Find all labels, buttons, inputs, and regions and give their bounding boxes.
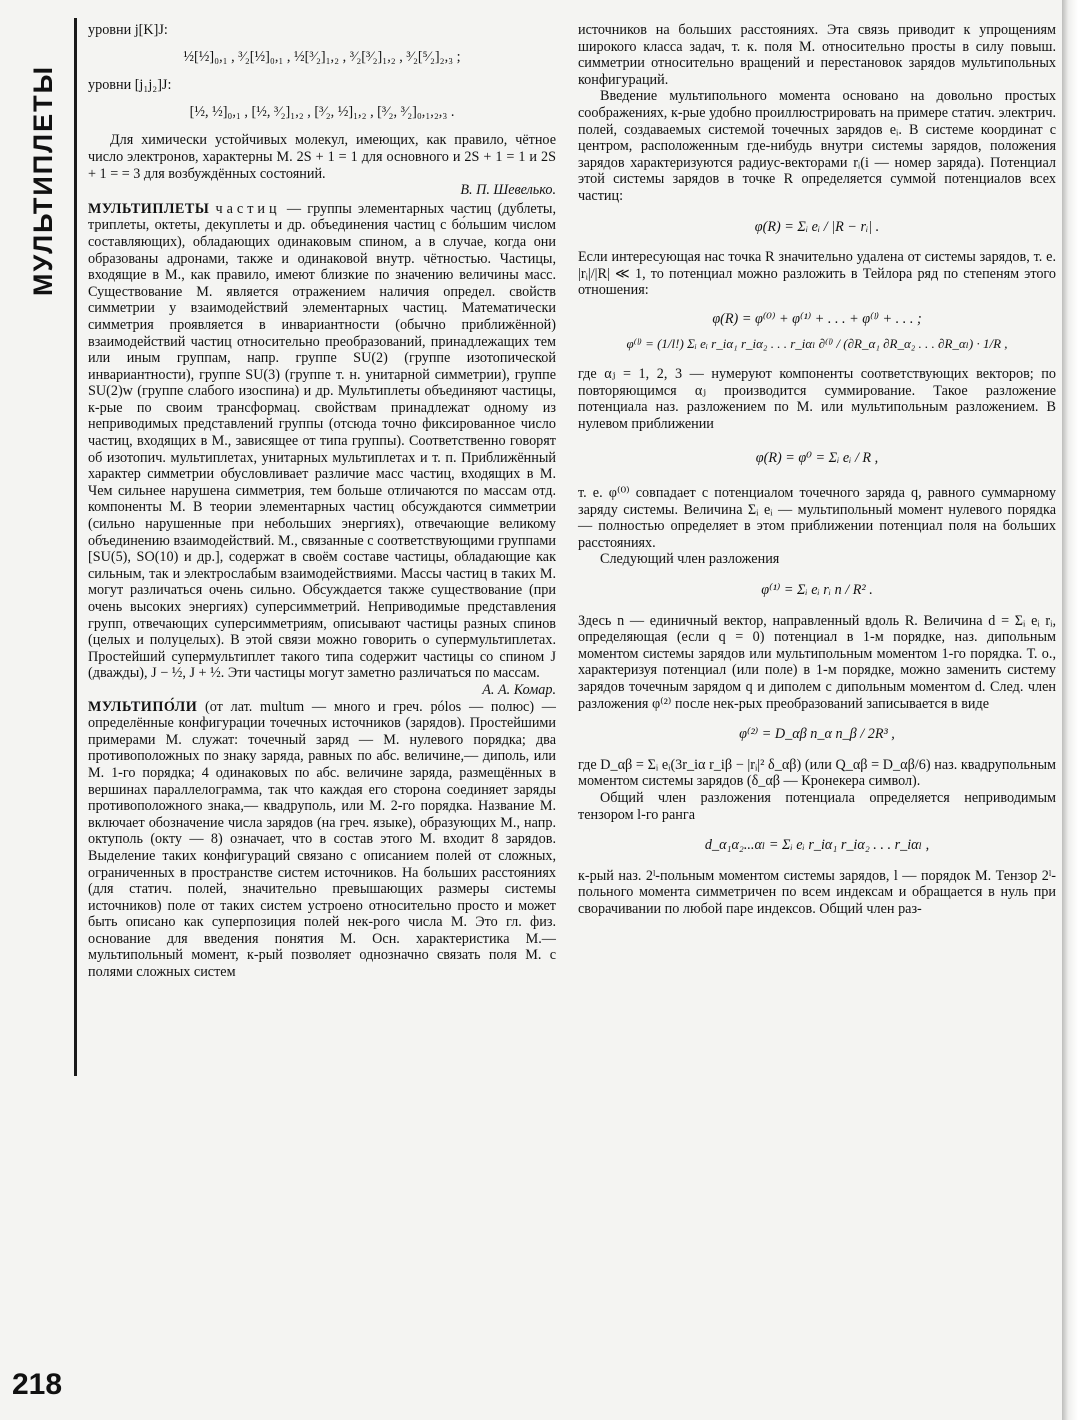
levels-equation-1: ½[½]₀,₁ , ³⁄₂[½]₀,₁ , ½[³⁄₂]₁,₂ , ³⁄₂[³⁄₂]₁,₂ , ³⁄₂[⁵⁄₂]₂,₃ ; [183,48,461,65]
intro-paragraph [88,132,556,198]
right-paragraph-3: Если интересующая нас точка R значительно удалена от системы зарядов, т. е. |rᵢ|/|R| ≪ 1, то потенциал можно разложить в Тейлора ряд по степеням этого отношения: [578,249,1056,299]
entry-multipoles-headword: МУЛЬТИПО́ЛИ [88,698,198,715]
right-column [578,22,1056,918]
entry-multiplets-subhead: частиц [215,200,281,217]
intro-paragraph-text: Для химически устойчивых молекул, имеющих, как правило, чётное число электронов, характерны М. 2S + 1 = 1 для основного и 2S + 1 = 1 и 2S + 1 = = 3 для возбуждённых состояний. [88,132,556,182]
equation-general-term: φ⁽ˡ⁾ = (1/l!) Σᵢ eᵢ r_iα₁ r_iα₂ . . . r_iαₗ ∂⁽ˡ⁾ / (∂R_α₁ ∂R_α₂ . . . ∂R_αₗ) · 1/R , [626,335,1008,351]
intro-signature: В. П. Шевелько. [460,182,556,199]
margin-rule [74,18,77,1076]
right-paragraph-7: Здесь n — единичный вектор, направленный вдоль R. Величина d = Σᵢ eᵢ rᵢ, определяющая (если q = 0) потенциал в 1-м порядке, наз. дипольным моментом системы зарядов или мультипольным моментом 1-го порядка. Т. о., характеризуя потенциал (или поле) в 1-м порядке, можно заменить систему зарядов точечным зарядом q и диполем с дипольным моментом d. След. член разложения φ⁽²⁾ после нек-рых преобразований записывается в виде [578,612,1056,712]
left-column [88,22,556,981]
right-paragraph-10: к-рый наз. 2ˡ-польным моментом системы зарядов, l — порядок М. Тензор 2ˡ-польного момента симметричен по всем индексам и обращается в нуль при сворачивании по любой паре индексов. Общий член раз- [578,867,1056,917]
running-head [20,30,68,330]
right-paragraph-5: т. е. φ⁽⁰⁾ совпадает с потенциалом точечного заряда q, равного суммарному заряду системы. Величина Σᵢ eᵢ — мультипольный момент нулевого порядка — полностью определяет в этом приближении потенциал поля на больших расстояниях. [578,485,1056,551]
equation-first-order: φ⁽¹⁾ = Σᵢ eᵢ rᵢ n / R² . [761,582,873,599]
equation-expansion: φ(R) = φ⁽⁰⁾ + φ⁽¹⁾ + . . . + φ⁽ˡ⁾ + . . . ; [712,310,922,327]
right-paragraph-1: источников на больших расстояниях. Эта связь приводит к упрощениям широкого класса задач, т. к. поля М. относительно просты в силу повыш. симметрии относительно вращений и перестановок зарядов мультипольных конфигураций. [578,22,1056,88]
right-paragraph-9: Общий член разложения потенциала определяется неприводимым тензором l-го ранга [578,789,1056,823]
page-edge-shadow [1062,0,1078,1420]
equation-zeroth-order: φ(R) = φ⁰ = Σᵢ eᵢ / R , [755,450,879,467]
levels-equation-2: [½, ½]₀,₁ , [½, ³⁄₂]₁,₂ , [³⁄₂, ½]₁,₂ , [³⁄₂, ³⁄₂]₀,₁,₂,₃ . [189,103,455,120]
right-paragraph-4: где αⱼ = 1, 2, 3 — нумеруют компоненты соответствующих векторов; по повторяющимся αⱼ производится суммирование. Такое разложение потенциала наз. разложением по М. или мультипольным разложением. В нулевом приближении [578,366,1056,432]
entry-multiplets [88,201,556,699]
entry-multiplets-headword: МУЛЬТИПЛЕТЫ [88,200,210,217]
equation-potential-sum: φ(R) = Σᵢ eᵢ / |R − rᵢ| . [754,218,880,235]
entry-multiplets-signature: А. А. Комар. [482,681,556,698]
right-paragraph-2: Введение мультипольного момента основано на довольно простых соображениях, к-рые удобно проиллюстрировать на примере статич. электрич. полей, создаваемых системой точечных зарядов eᵢ. В системе координат с центром, расположенным где-нибудь внутри системы зарядов, положения зарядов характеризуются радиус-векторами rᵢ(i — номер заряда). Потенциал этой системы зарядов в точке R определяется суммой потенциалов всех частиц: [578,88,1056,204]
running-head-text: МУЛЬТИПЛЕТЫ [28,64,59,296]
equation-multipole-tensor: d_α₁α₂...αₗ = Σᵢ eᵢ r_iα₁ r_iα₂ . . . r_iαₗ , [704,837,930,854]
entry-multipoles [88,699,556,981]
levels-label-1: уровни j[K]J: [88,22,168,38]
right-paragraph-8: где D_αβ = Σᵢ eᵢ(3r_iα r_iβ − |rᵢ|² δ_αβ) (или Q_αβ = D_αβ/6) наз. квадрупольным моментом системы зарядов (δ_αβ — Кронекера символ). [578,756,1056,790]
page-number: 218 [12,1368,63,1401]
levels-label-2: уровни [j₁j₂]J: [88,77,172,94]
right-paragraph-6: Следующий член разложения [600,551,780,568]
equation-second-order: φ⁽²⁾ = D_αβ n_α n_β / 2R³ , [739,726,895,743]
entry-multipoles-text: (от лат. multum — много и греч. pólos — полюс) — определённые конфигурации точечных источников (зарядов). Простейшими примерами М. служат: точечный заряд — М. нулевого порядка; два противоположных по знаку заряда, равных по абс. величине,— диполь, или М. 1-го порядка; 4 одинаковых по абс. величине заряда, размещённых в вершинах параллелограмма, так что каждая его сторона соединяет заряды противоположного знака,— квадруполь, или М. 2-го порядка. Название М. включает обозначение числа зарядов (на греч. языке), образующих М., напр. октуполь (окту — 8) означает, что в состав этого М. входит 8 зарядов. Выделение таких конфигураций связано с описанием полей от сложных, ограниченных в пространстве систем источников. На больших расстояниях (для статич. полей, значительно превышающих размеры системы источников) поле от таких систем устроено относительно просто и может быть описано как суперпозиция полей нек-рого числа М. Это гл. физ. основание для введения понятия М. Осн. характеристика М.— мультипольный момент, к-рый позволяет однозначно связать поля М. с полями сложных систем [88,698,556,981]
entry-multiplets-text: — группы элементарных частиц (дублеты, триплеты, октеты, декуплеты и др. объединения частиц с бо́льшим числом составляющих), обладающих одинаковым спином, а в случае, когда они образованы адронами, также и одинаковой внутр. чётностью. Частицы, входящие в М., как правило, имеют близкие по значению величины масс. Существование М. является отражением наличия определ. свойств симметрии у взаимодействий элементарных частиц. Математически симметрия проявляется в инвариантности (обычно приближённой) взаимодействий частиц относительно преобразований, принадлежащих тем или иным группам, напр. группе SU(2) (группе изотопической инвариантности), группе SU(3) (группе т. н. унитарной симметрии), группе SU(2)w (группе слабого изоспина) и др. Мультиплеты объединяют частицы, к-рые по своим трансформац. свойствам принадлежат одному из неприводимых представлений группы (отсюда точно фиксированное число частиц, входящих в М., зависящее от типа группы). Соответственно говорят об изотопич. мультиплетах, унитарных мультиплетах и т. п. Приближённый характер симметрии обусловливает различие масс частиц, входящих в М. Чем сильнее нарушена симметрия, тем больше отличаются по массам отд. компоненты М. В теории элементарных частиц обсуждаются симметрии (сильно нарушенные при небольших энергиях), отвечающие великому объединению взаимодействий. М., связанные с соответствующими группами [SU(5), SO(10) и др.], содержат в своём составе частицы, обладающие как сильным, так и электрослабым взаимодействиями. Массы частиц в таких М. могут различаться очень сильно. Обсуждается также существование (при очень высоких энергиях) суперсимметрий. Неприводимые представления групп, отвечающих суперсимметриям, описывают частицы разных спинов (целых и полуцелых). В этой связи можно говорить о супермультиплетах. Простейший супермультиплет такого типа содержит частицы со спином J (дважды), J − ½, J + ½. Эти частицы могут заметно различаться по массам. [88,200,556,682]
